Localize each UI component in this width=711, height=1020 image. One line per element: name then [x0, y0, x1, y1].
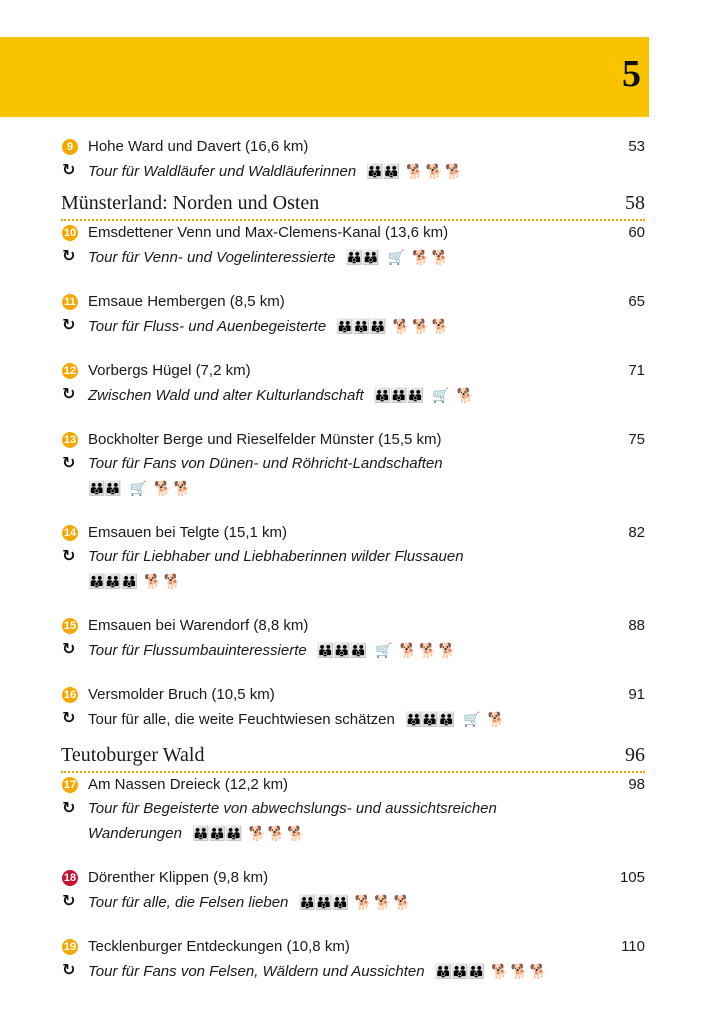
stroller-icon: 🛒 [129, 480, 147, 496]
tour-page: 60 [628, 224, 645, 241]
section-page: 96 [625, 744, 645, 766]
tour-number-badge: 15 [63, 620, 77, 632]
family-icon: 👪👪👪 [434, 963, 485, 979]
tour-title: Emsauen bei Telgte (15,1 km) [88, 524, 287, 541]
tour-page: 91 [628, 686, 645, 703]
section-heading[interactable] [61, 742, 645, 773]
tour-page: 65 [628, 293, 645, 310]
loop-icon: ↻ [62, 162, 76, 179]
loop-icon: ↻ [62, 893, 76, 910]
loop-icon: ↻ [62, 386, 76, 403]
toc-entry-13[interactable] [61, 428, 645, 501]
stroller-icon: 🛒 [432, 387, 449, 403]
tour-description-continued: Wanderungen [88, 825, 182, 842]
tour-page: 82 [628, 524, 645, 541]
tour-page: 53 [628, 138, 645, 155]
dog-icon: 🐕🐕🐕 [399, 642, 458, 658]
loop-icon: ↻ [62, 641, 76, 658]
section-title: Münsterland: Norden und Osten [61, 192, 320, 214]
tour-number-badge: 14 [63, 527, 77, 539]
loop-icon: ↻ [62, 710, 76, 727]
header-band [0, 37, 649, 117]
toc-entry-14[interactable] [61, 521, 645, 594]
family-icon: 👪👪👪 [192, 825, 242, 841]
tour-number-badge: 11 [62, 294, 78, 310]
loop-icon: ↻ [62, 800, 76, 817]
tour-description: Tour für alle, die Felsen lieben [88, 894, 289, 911]
stroller-icon: 🛒 [463, 711, 480, 727]
tour-title: Emsaue Hembergen (8,5 km) [88, 293, 285, 310]
table-of-contents [61, 135, 645, 984]
loop-icon: ↻ [62, 548, 76, 565]
tour-description: Tour für Fans von Dünen- und Röhricht-Landschaften [88, 455, 443, 472]
family-icon: 👪👪 [88, 480, 121, 496]
toc-entry-17[interactable] [61, 773, 645, 846]
section-page: 58 [625, 192, 645, 214]
toc-entry-15[interactable] [61, 614, 645, 663]
toc-entry-11[interactable] [61, 290, 645, 339]
tour-title: Hohe Ward und Davert (16,6 km) [88, 138, 309, 155]
page-number: 5 [622, 53, 641, 95]
section-title: Teutoburger Wald [61, 744, 205, 766]
family-icon: 👪👪👪 [316, 642, 367, 658]
tour-number-badge: 12 [63, 365, 77, 377]
tour-description: Tour für Venn- und Vogelinteressierte [88, 249, 336, 266]
tour-page: 105 [619, 869, 645, 886]
toc-entry-9[interactable] [61, 135, 645, 184]
tour-description: Tour für Fluss- und Auenbegeisterte [88, 318, 327, 335]
toc-entry-16[interactable] [61, 683, 645, 732]
loop-icon: ↻ [62, 248, 76, 265]
tour-page: 88 [628, 617, 645, 634]
dog-icon: 🐕 [456, 387, 477, 403]
tour-description: Tour für Liebhaber und Liebhaberinnen wilder Flussauen [88, 548, 464, 565]
tour-number-badge: 10 [63, 227, 77, 239]
dog-icon: 🐕🐕 [154, 480, 194, 496]
tour-description: Zwischen Wald und alter Kulturlandschaft [88, 387, 364, 404]
tour-number-badge: 9 [62, 139, 78, 155]
dog-icon: 🐕🐕 [144, 573, 184, 589]
family-icon: 👪👪👪 [405, 711, 455, 727]
family-icon: 👪👪👪 [373, 387, 424, 403]
tour-title: Dörenther Klippen (9,8 km) [88, 869, 269, 886]
family-icon: 👪👪👪 [336, 318, 386, 334]
tour-title: Bockholter Berge und Rieselfelder Münster (15,5 km) [88, 431, 442, 448]
tour-page: 110 [621, 938, 645, 955]
tour-title: Versmolder Bruch (10,5 km) [88, 686, 275, 703]
tour-number-badge: 13 [63, 434, 77, 446]
dog-icon: 🐕🐕🐕 [406, 163, 465, 179]
tour-page: 98 [628, 776, 645, 793]
dog-icon: 🐕 [487, 711, 508, 727]
tour-description: Tour für alle, die weite Feuchtwiesen schätzen [88, 711, 395, 728]
dog-icon: 🐕🐕🐕 [248, 825, 307, 841]
tour-description: Tour für Waldläufer und Waldläuferinnen [88, 163, 357, 180]
loop-icon: ↻ [62, 455, 76, 472]
dog-icon: 🐕🐕🐕 [354, 894, 414, 910]
tour-title: Emsdettener Venn und Max-Clemens-Kanal (13,6 km) [88, 224, 449, 241]
tour-number-badge: 17 [63, 779, 77, 791]
tour-title: Emsauen bei Warendorf (8,8 km) [88, 617, 309, 634]
tour-title: Vorbergs Hügel (7,2 km) [88, 362, 251, 379]
family-icon: 👪👪👪 [298, 894, 348, 910]
family-icon: 👪👪 [345, 249, 379, 265]
tour-description: Tour für Flussumbauinteressierte [88, 642, 307, 659]
dog-icon: 🐕🐕🐕 [491, 963, 550, 979]
tour-page: 71 [628, 362, 645, 379]
stroller-icon: 🛒 [375, 642, 392, 658]
tour-number-badge: 19 [63, 941, 77, 953]
loop-icon: ↻ [62, 317, 76, 334]
tour-title: Tecklenburger Entdeckungen (10,8 km) [88, 938, 350, 955]
tour-title: Am Nassen Dreieck (12,2 km) [88, 776, 289, 793]
family-icon: 👪👪 [366, 163, 400, 179]
tour-number-badge: 18 [63, 872, 77, 884]
loop-icon: ↻ [62, 962, 76, 979]
tour-description: Tour für Begeisterte von abwechslungs- und aussichtsreichen [88, 800, 497, 817]
toc-entry-19[interactable] [61, 935, 645, 984]
tour-description: Tour für Fans von Felsen, Wäldern und Aussichten [88, 963, 425, 980]
dog-icon: 🐕🐕 [412, 249, 452, 265]
tour-number-badge: 16 [63, 689, 77, 701]
dog-icon: 🐕🐕🐕 [392, 318, 451, 334]
section-heading[interactable] [61, 190, 645, 221]
toc-entry-12[interactable] [61, 359, 645, 408]
toc-entry-18[interactable] [61, 866, 645, 915]
toc-entry-10[interactable] [61, 221, 645, 270]
family-icon: 👪👪👪 [88, 573, 138, 589]
stroller-icon: 🛒 [387, 249, 405, 265]
tour-page: 75 [628, 431, 645, 448]
